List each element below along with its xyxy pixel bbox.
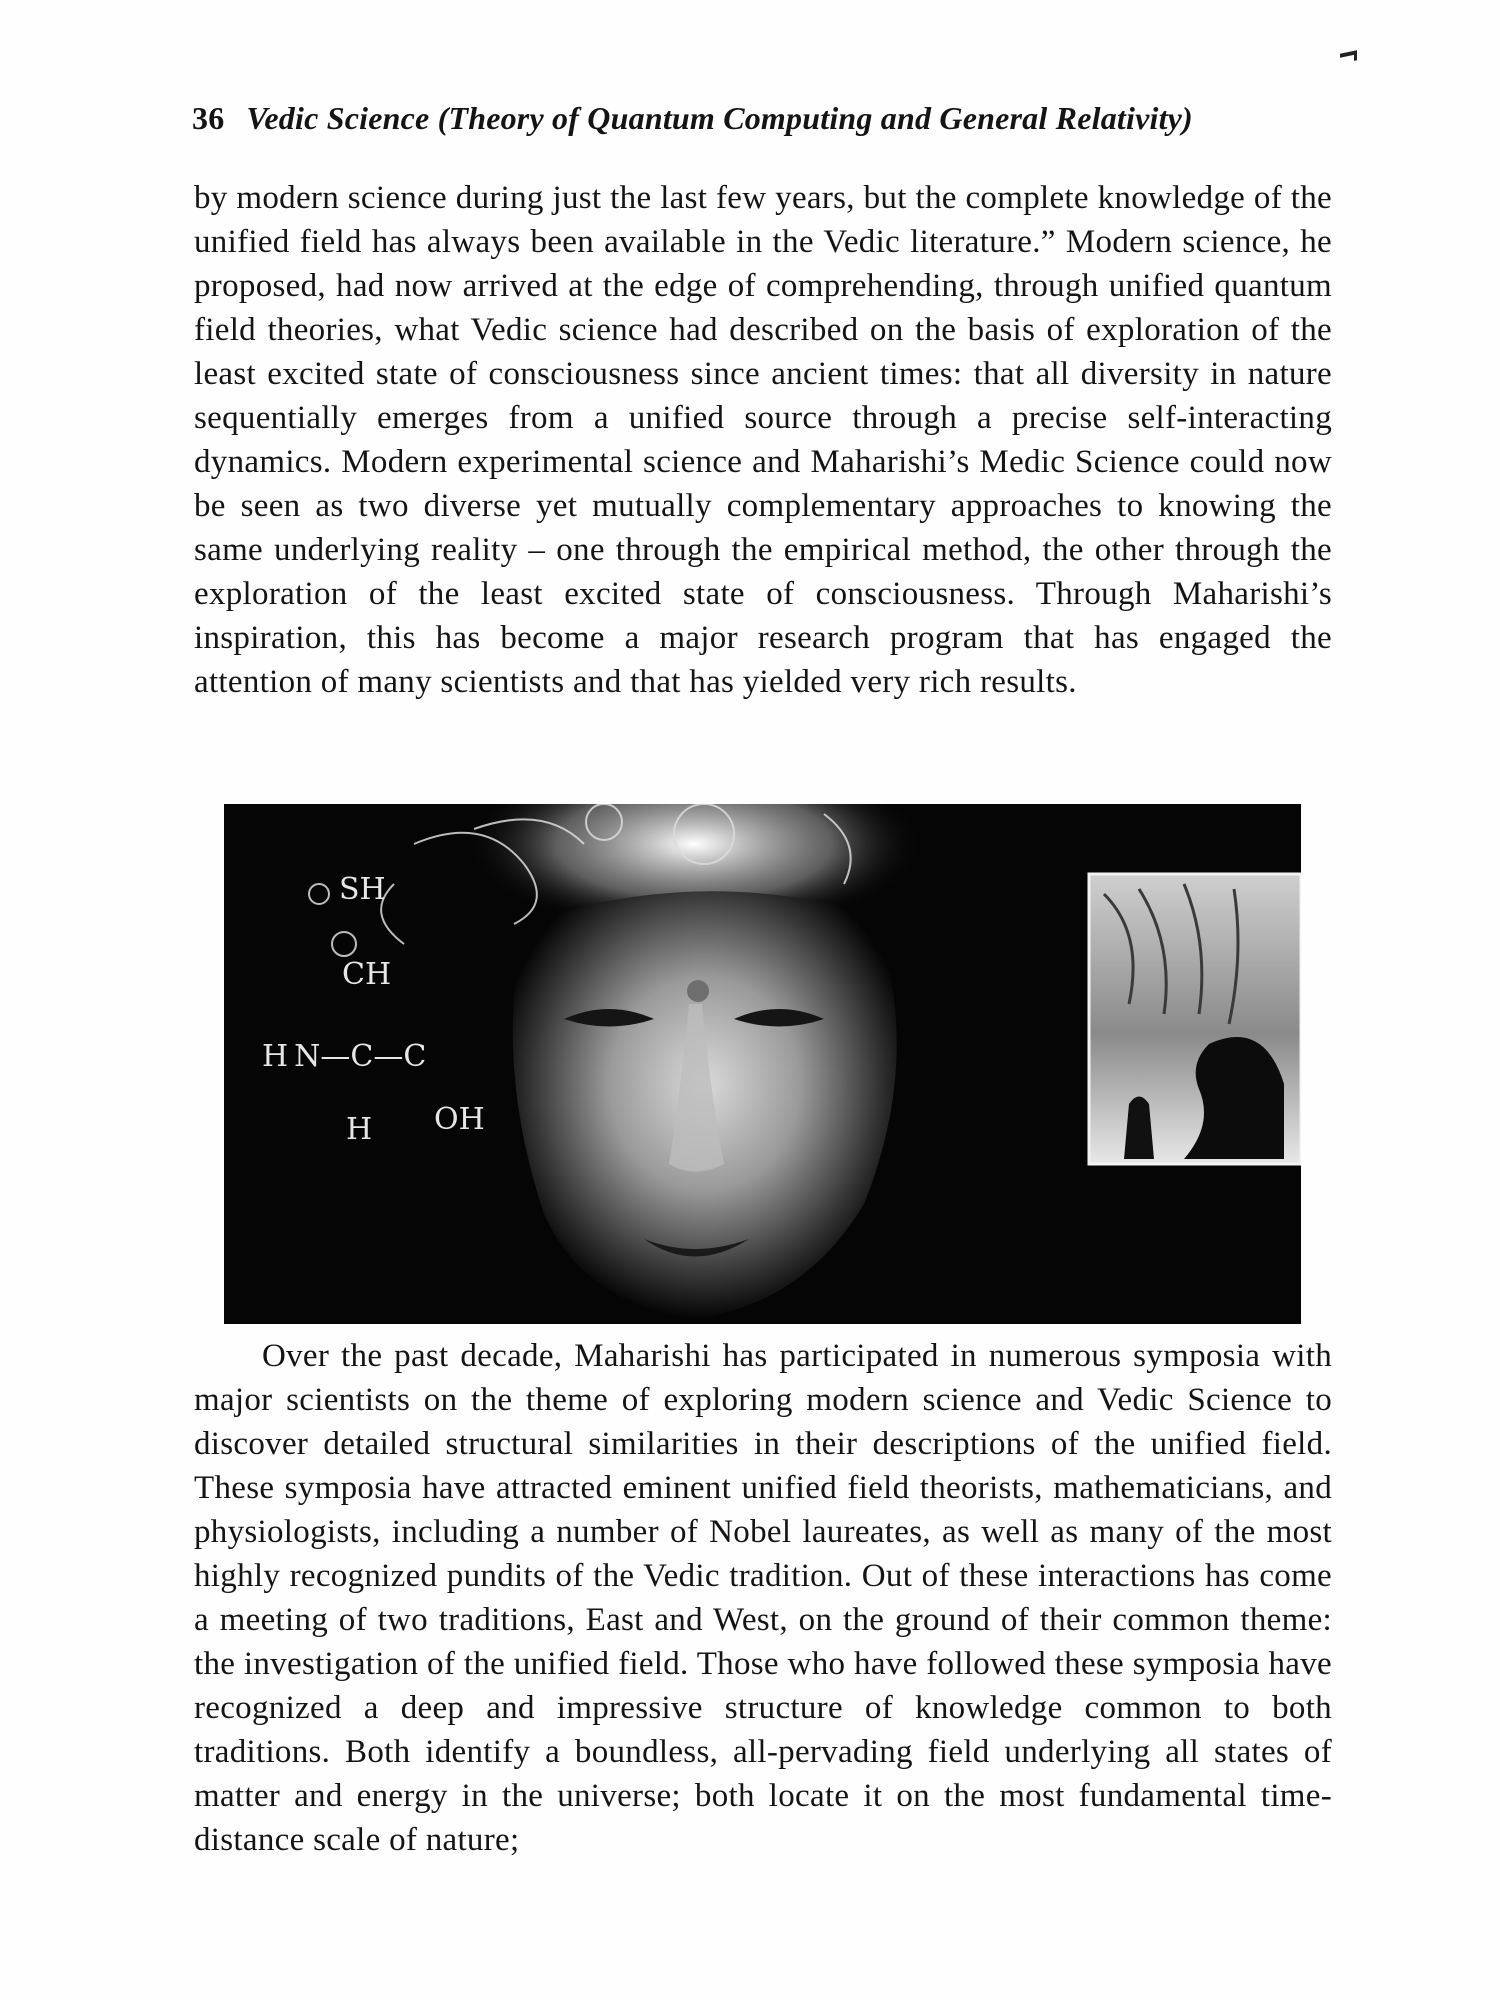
scan-corner-mark	[1340, 50, 1357, 64]
formula-hncc: H N—C—C	[262, 1039, 427, 1074]
formula-h: H	[346, 1112, 373, 1147]
formula-sh: SH	[339, 872, 386, 907]
illustration-canvas	[224, 804, 1301, 1324]
paragraph-2: Over the past decade, Maharishi has participated in numerous symposia with major scientists on the theme of exploring modern science and Vedic Science to discover detailed structural similarities in their descriptions of the unified field. These symposia have attracted eminent unified field theorists, mathematicians, and physiologists, including a number of Nobel laureates, as well as many of the most highly recognized pundits of the Vedic tradition. Out of these interactions has come a meeting of two traditions, East and West, on the ground of their common theme: the investigation of the unified field. Those who have followed these symposia have recognized a deep and impressive structure of knowledge common to both traditions. Both identify a boundless, all-pervading field underlying all states of matter and energy in the universe; both locate it on the most fundamental time-distance scale of nature;	[194, 1338, 1332, 1858]
paragraph-1: by modern science during just the last few years, but the complete knowledge of the unified field has always been available in the Vedic literature.” Modern science, he proposed, had now arrived at the edge of comprehending, through unified quantum field theories, what Vedic science had described on the basis of exploration of the least excited state of consciousness since ancient times: that all diversity in nature sequentially emerges from a unified source through a precise self-interacting dynamics. Modern experimental science and Maharishi’s Medic Science could now be seen as two diverse yet mutually complementary approaches to knowing the same underlying reality – one through the empirical method, the other through the exploration of the least excited state of consciousness. Through Maharishi’s inspiration, this has become a major research program that has engaged the attention of many scientists and that has yielded very rich results.	[194, 180, 1332, 700]
illustration-face-with-chemical-formula	[224, 804, 1301, 1324]
bindi-dot	[687, 980, 709, 1002]
formula-oh: OH	[434, 1102, 485, 1137]
formula-ch: CH	[342, 957, 392, 992]
book-title: Vedic Science (Theory of Quantum Computing and General Relativity)	[246, 100, 1193, 136]
page-number: 36	[192, 100, 225, 136]
inset-meditation-image	[1089, 874, 1301, 1164]
running-head	[192, 98, 1332, 138]
